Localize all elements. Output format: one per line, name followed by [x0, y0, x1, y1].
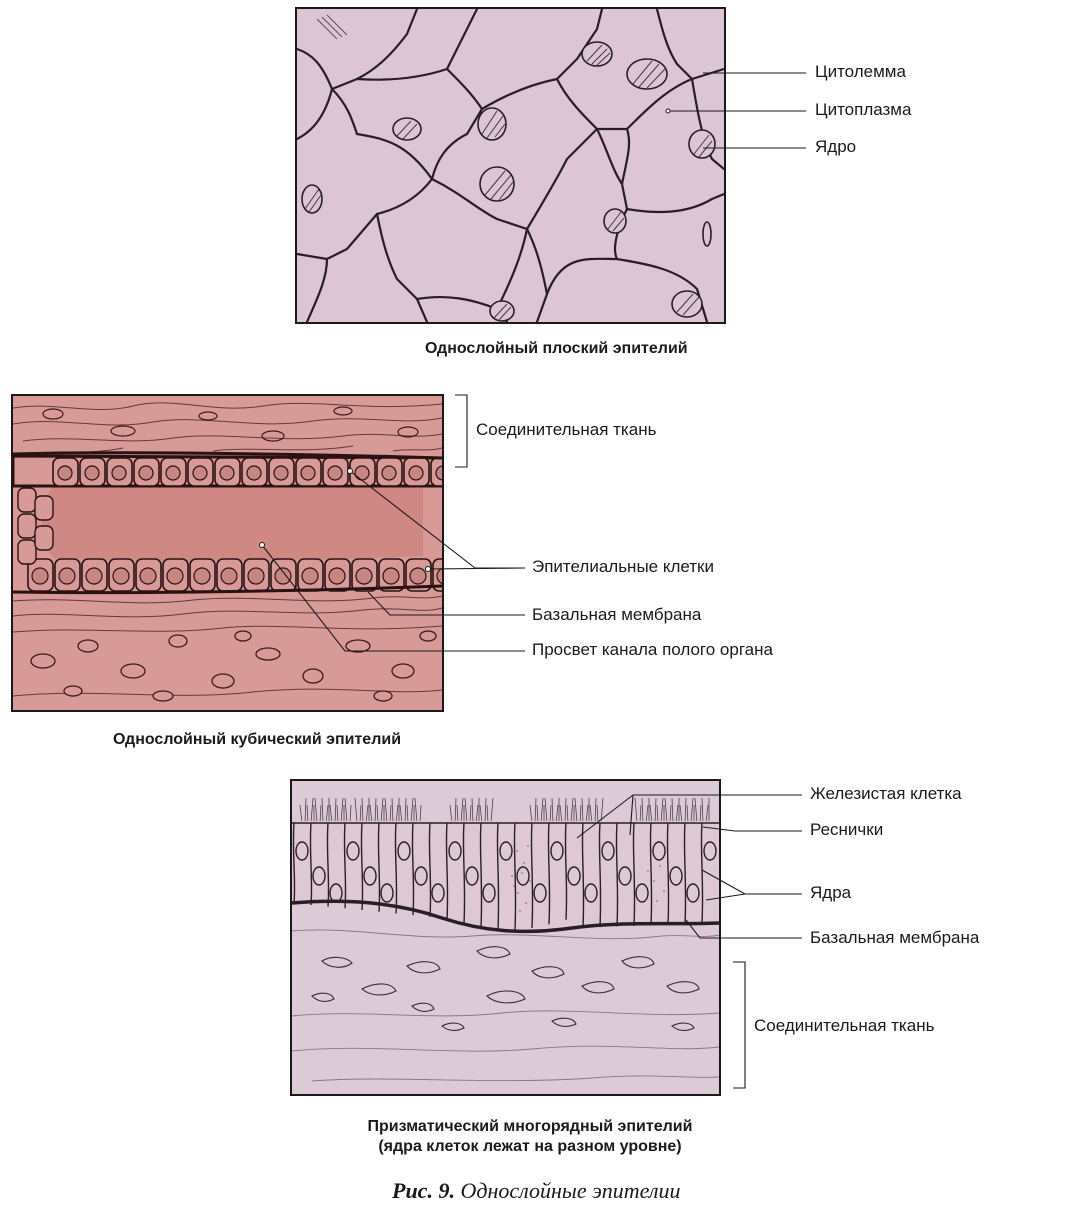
label-cilia: Реснички: [810, 820, 884, 839]
cuboidal-epithelium-illustration: [11, 394, 444, 712]
columnar-cells-drawing: [292, 781, 719, 1094]
caption-columnar-line2: (ядра клеток лежат на разном уровне): [378, 1138, 682, 1155]
label-basal-membrane-cuboidal: Базальная мембрана: [532, 605, 702, 624]
squamous-epithelium-illustration: [295, 7, 726, 324]
label-nucleus: Ядро: [815, 137, 857, 156]
label-connective-tissue-top: Соединительная ткань: [476, 420, 657, 439]
figure-title: Однослойные эпителии: [460, 1178, 681, 1203]
squamous-cells-drawing: [297, 9, 724, 322]
caption-columnar: [290, 1118, 770, 1156]
columnar-epithelium-illustration: [290, 779, 721, 1096]
caption-squamous: Однослойный плоский эпителий: [425, 340, 688, 357]
label-basal-membrane-columnar: Базальная мембрана: [810, 928, 980, 947]
bracket-connective-tissue-bottom: [733, 962, 745, 1088]
label-cytolemma: Цитолемма: [815, 62, 906, 81]
caption-columnar-line1: Призматический многорядный эпителий: [367, 1118, 693, 1135]
cuboidal-cells-drawing: [13, 396, 442, 710]
label-epithelial-cells: Эпителиальные клетки: [532, 557, 714, 576]
figure-caption: [392, 1178, 681, 1204]
label-cytoplasm: Цитоплазма: [815, 100, 912, 119]
bracket-connective-tissue-top: [455, 395, 467, 467]
figure-number: Рис. 9.: [392, 1178, 455, 1203]
label-goblet-cell: Железистая клетка: [810, 784, 962, 803]
label-organ-lumen: Просвет канала полого органа: [532, 640, 773, 659]
caption-cuboidal: Однослойный кубический эпителий: [113, 731, 402, 748]
label-nuclei: Ядра: [810, 883, 852, 902]
label-connective-tissue-bottom: Соединительная ткань: [754, 1016, 935, 1035]
